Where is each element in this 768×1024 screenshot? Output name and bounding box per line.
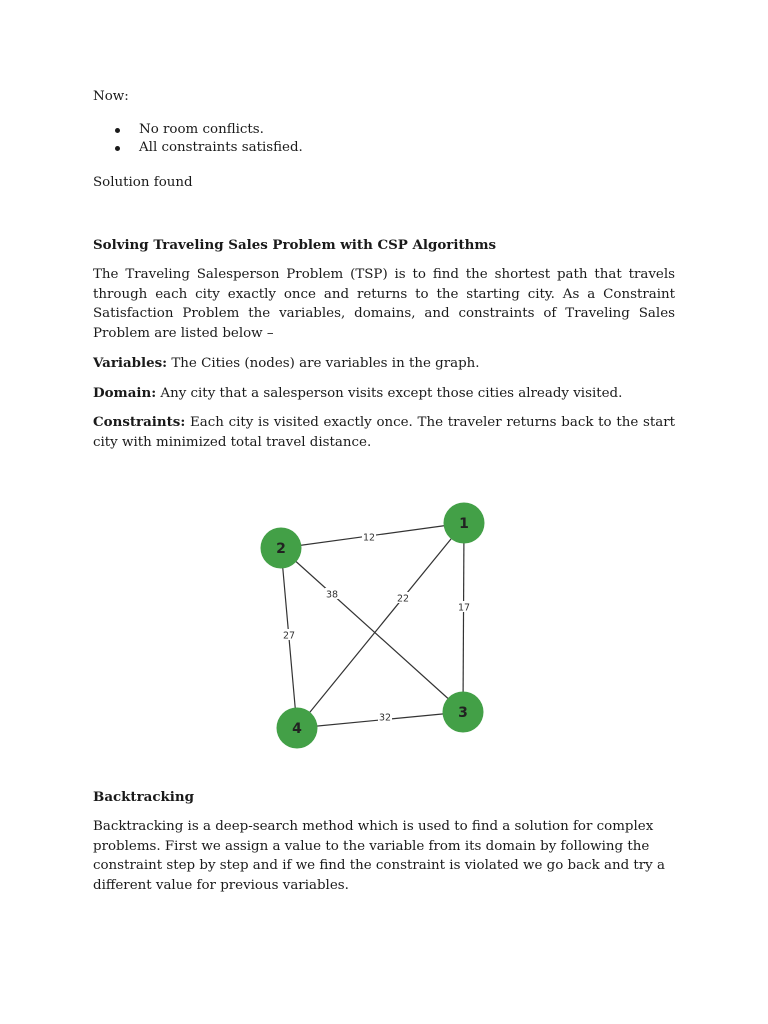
now-label: Now: — [93, 89, 129, 104]
backtracking-heading: Backtracking — [93, 789, 194, 805]
graph-edge-2-3 — [281, 548, 463, 712]
edge-weight-label: 22 — [396, 593, 410, 605]
edge-weight-label: 38 — [325, 589, 339, 601]
constraints-text: Each city is visited exactly once. The traveler returns back to the start city with minimized total travel distance. — [93, 415, 675, 450]
variables-text: The Cities (nodes) are variables in the graph. — [167, 356, 480, 371]
list-item-text: All constraints satisfied. — [139, 140, 303, 155]
graph-node-label: 3 — [458, 705, 468, 721]
constraints-label: Constraints: — [93, 414, 186, 430]
edge-weight-label: 32 — [378, 712, 392, 724]
tsp-paragraph: The Traveling Salesperson Problem (TSP) is to find the shortest path that travels through each city exactly once and returns to the starting city. As a Constraint Satisfaction Problem the variables, domains, and constraints of Traveling Sales Problem are listed below – — [93, 267, 675, 341]
domain-label: Domain: — [93, 385, 157, 401]
backtracking-paragraph: Backtracking is a deep-search method which is used to find a solution for complex problems. First we assign a value to the variable from its domain by following the constraint step by step and if we find the constraint is violated we go back and try a different value for previous variables. — [93, 819, 665, 893]
edge-weight-label: 17 — [457, 602, 471, 614]
domain-text: Any city that a salesperson visits except those cities already visited. — [156, 386, 623, 401]
tsp-heading: Solving Traveling Sales Problem with CSP Algorithms — [93, 237, 497, 253]
graph-node-label: 4 — [292, 721, 302, 737]
edge-weight-label: 12 — [362, 532, 376, 544]
edge-weight-label: 27 — [282, 630, 296, 642]
list-item-text: No room conflicts. — [139, 122, 264, 137]
graph-node-label: 2 — [276, 541, 286, 557]
solution-text: Solution found — [93, 175, 193, 190]
graph-edge-4-1 — [297, 523, 464, 728]
variables-label: Variables: — [93, 355, 168, 371]
graph-edge-1-3 — [463, 523, 464, 712]
graph-node-label: 1 — [459, 516, 469, 532]
